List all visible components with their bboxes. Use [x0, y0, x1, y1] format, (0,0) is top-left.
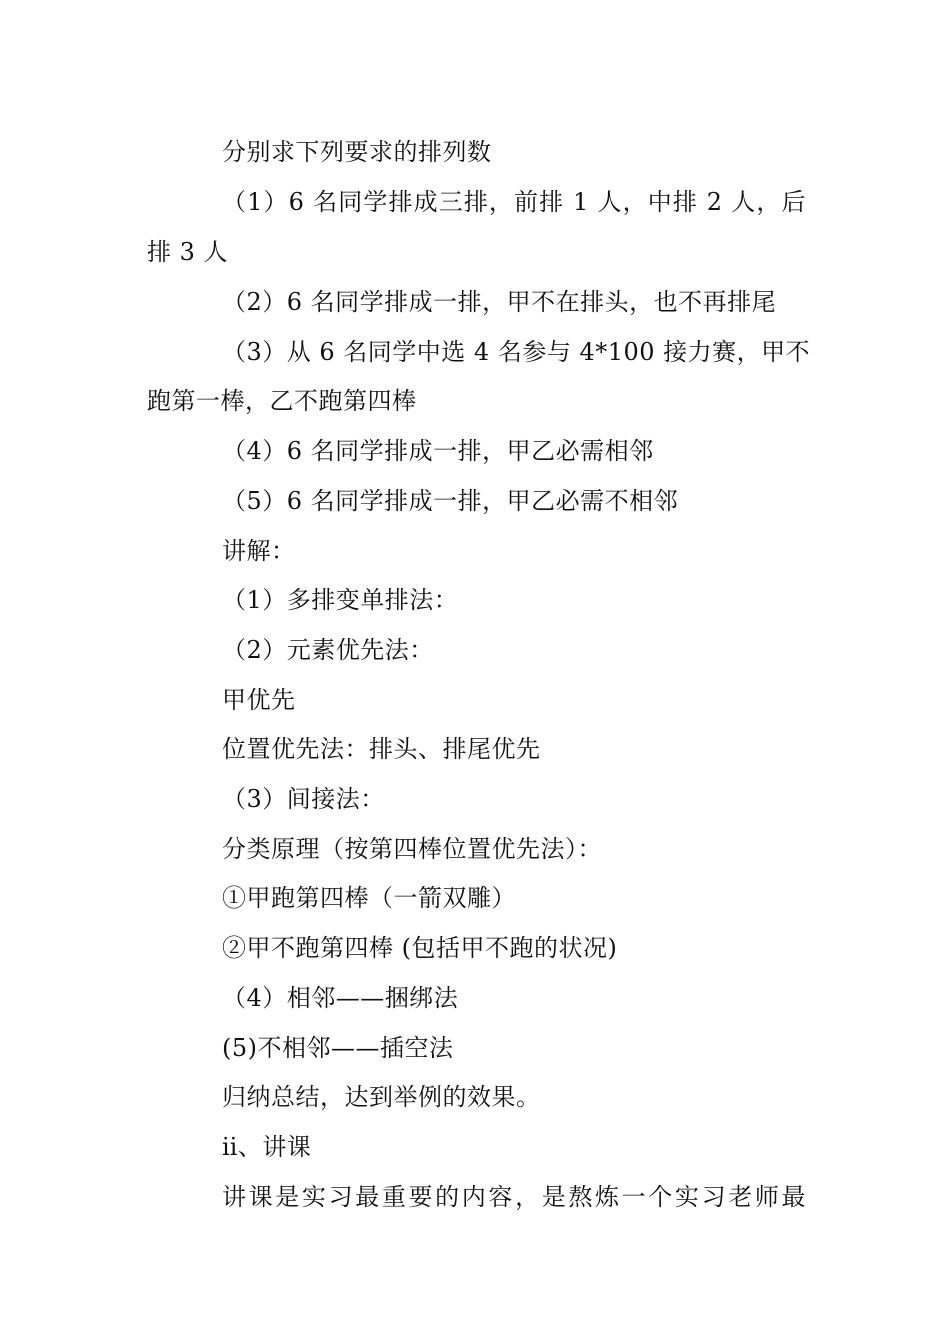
paragraph-line: （2）6 名同学排成一排，甲不在排头，也不再排尾	[222, 288, 777, 316]
paragraph-line: 归纳总结，达到举例的效果。	[222, 1083, 541, 1111]
paragraph-line: （4）6 名同学排成一排，甲乙必需相邻	[222, 437, 654, 465]
paragraph-line: 位置优先法：排头、排尾优先	[222, 735, 541, 763]
paragraph-line: 跑第一棒，乙不跑第四棒	[147, 387, 417, 415]
paragraph-line: 讲课是实习最重要的内容，是熬炼一个实习老师最	[222, 1183, 806, 1211]
paragraph-line: 分类原理（按第四棒位置优先法）：	[222, 835, 602, 863]
paragraph-line: （3）从 6 名同学中选 4 名参与 4*100 接力赛，甲不	[222, 338, 811, 366]
paragraph-line: （1）6 名同学排成三排，前排 1 人，中排 2 人，后	[222, 188, 806, 216]
paragraph-line: 排 3 人	[147, 238, 229, 266]
paragraph-line: 甲优先	[222, 686, 296, 714]
section-heading: ⅱ、讲课	[222, 1133, 312, 1161]
paragraph-line: （2）元素优先法：	[222, 636, 434, 664]
paragraph-line: （3）间接法：	[222, 785, 385, 813]
paragraph-line: （1）多排变单排法：	[222, 586, 459, 614]
paragraph-line: 分别求下列要求的排列数	[222, 138, 492, 166]
section-heading: 讲解：	[222, 537, 296, 565]
paragraph-line: （5）6 名同学排成一排，甲乙必需不相邻	[222, 487, 679, 515]
paragraph-line: (5)不相邻——插空法	[222, 1034, 454, 1062]
paragraph-line: （4）相邻——捆绑法	[222, 984, 459, 1012]
paragraph-line: ①甲跑第四棒（一箭双雕）	[222, 884, 516, 912]
paragraph-line: ②甲不跑第四棒 (包括甲不跑的状况)	[222, 934, 618, 962]
